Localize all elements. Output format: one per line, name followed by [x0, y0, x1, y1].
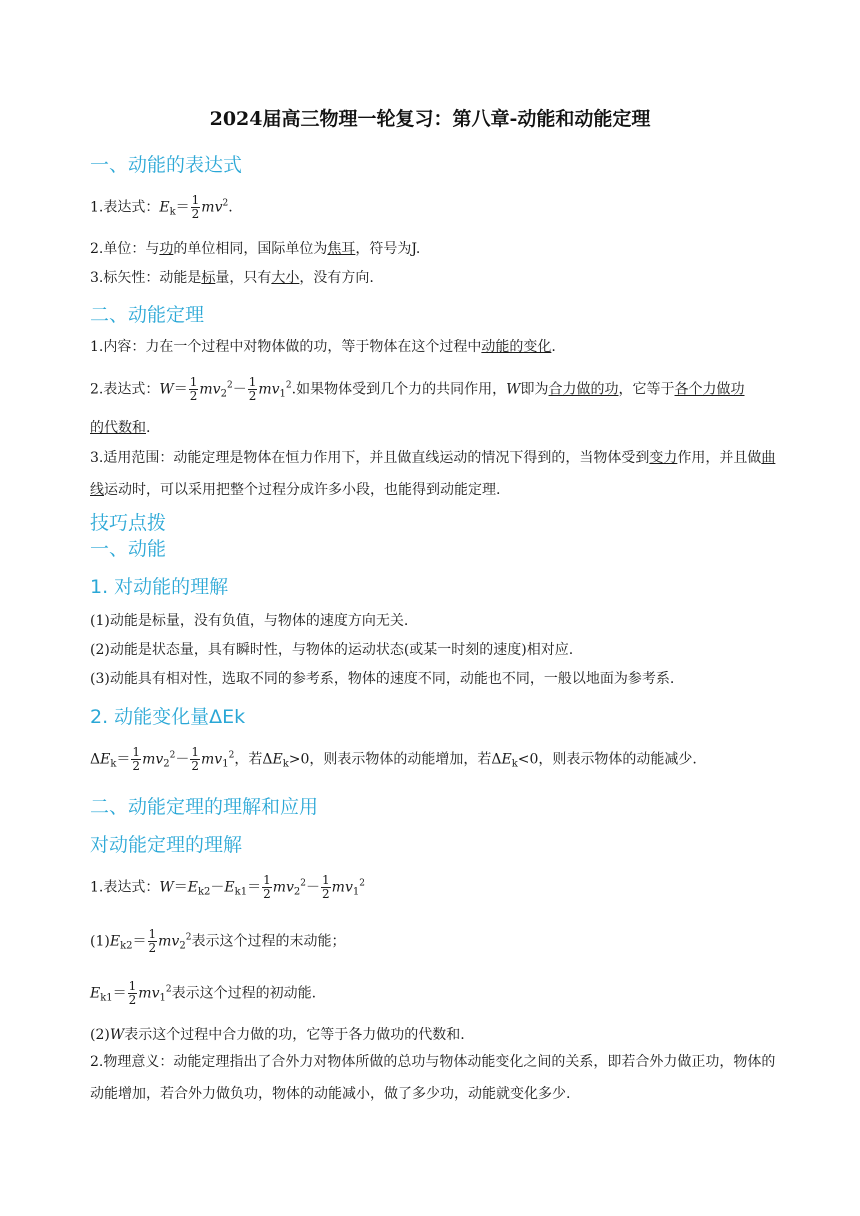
heading-theorem-application: 二、动能定理的理解和应用 — [90, 796, 319, 818]
paragraph-theorem-expression: 2.表达式：W＝ $\frac{1}{2}$ $mv_2^2-$ $\frac{1}{2}$ $mv_1^2$.如果物体受到几个力的共同作用，W即为合力做的功，它等于各个力做功 — [90, 375, 745, 403]
fraction-half: $\frac{1}{2}$ — [191, 193, 200, 221]
subheading-delta-ek: 2. 动能变化量ΔEk — [90, 706, 246, 728]
paragraph-point-3: (3)动能具有相对性，选取不同的参考系，物体的速度不同，动能也不同，一般以地面为参考系. — [90, 671, 675, 687]
paragraph-final-energy: $(1)E_{k2}=$ $\frac{1}{2}$ $mv_2^2$表示这个过程的末动能； — [90, 927, 346, 955]
paragraph-point-1: (1)动能是标量，没有负值，与物体的速度方向无关. — [90, 613, 409, 629]
section-heading-theorem: 二、动能定理 — [90, 304, 205, 326]
paragraph-delta-ek: $\Delta E_k=$ $\frac{1}{2}$ $mv_2^2-$ $\frac{1}{2}$ $mv_1^2$，若$\Delta E_k>0$，则表示物体的动能增加，若$\Delta E_k<0$，则表示物体的动能减少. — [90, 745, 697, 773]
paragraph-work-expression: 1.表达式：$W=E_{k2}-E_{k1}=$ $\frac{1}{2}$ $mv_2^2-$ $\frac{1}{2}$ $mv_1^2$ — [90, 873, 365, 901]
paragraph-point-2: (2)动能是状态量，具有瞬时性，与物体的运动状态(或某一时刻的速度)相对应. — [90, 642, 574, 658]
paragraph-physical-meaning: 2.物理意义：动能定理指出了合外力对物体所做的总功与物体动能变化之间的关系，即若合外力做正功，物体的动能增加，若合外力做负功，物体的动能减小，做了多少功，动能就变化多少. — [90, 1054, 776, 1102]
paragraph-initial-energy: $E_{k1}=$ $\frac{1}{2}$ $mv_1^2$表示这个过程的初动能. — [90, 979, 317, 1007]
paragraph-scalar: 3.标矢性：动能是标量，只有大小，没有方向. — [90, 270, 374, 286]
paragraph-net-work: (2)W表示这个过程中合力做的功，它等于各力做功的代数和. — [90, 1027, 465, 1043]
paragraph-expression: 1.表达式：$E_k=$ $\frac{1}{2}$ $mv^2$. — [90, 193, 233, 221]
paragraph-unit: 2.单位：与功的单位相同，国际单位为焦耳，符号为J. — [90, 241, 421, 257]
paragraph-scope: 3.适用范围：动能定理是物体在恒力作用下，并且做直线运动的情况下得到的，当物体受到变力作用，并且做曲线运动时，可以采用把整个过程分成许多小段，也能得到动能定理. — [90, 450, 776, 498]
section-heading-expression: 一、动能的表达式 — [90, 154, 243, 176]
subheading-understanding: 1. 对动能的理解 — [90, 576, 229, 598]
document-title: 2024届高三物理一轮复习：第八章-动能和动能定理 — [209, 108, 651, 130]
paragraph-content: 1.内容：力在一个过程中对物体做的功，等于物体在这个过程中动能的变化. — [90, 339, 556, 355]
tips-heading: 技巧点拨 — [90, 512, 167, 534]
subheading-theorem-understanding: 对动能定理的理解 — [90, 834, 243, 856]
tips-heading-kinetic-energy: 一、动能 — [90, 538, 167, 560]
paragraph-algebraic-sum: 的代数和. — [90, 420, 151, 436]
